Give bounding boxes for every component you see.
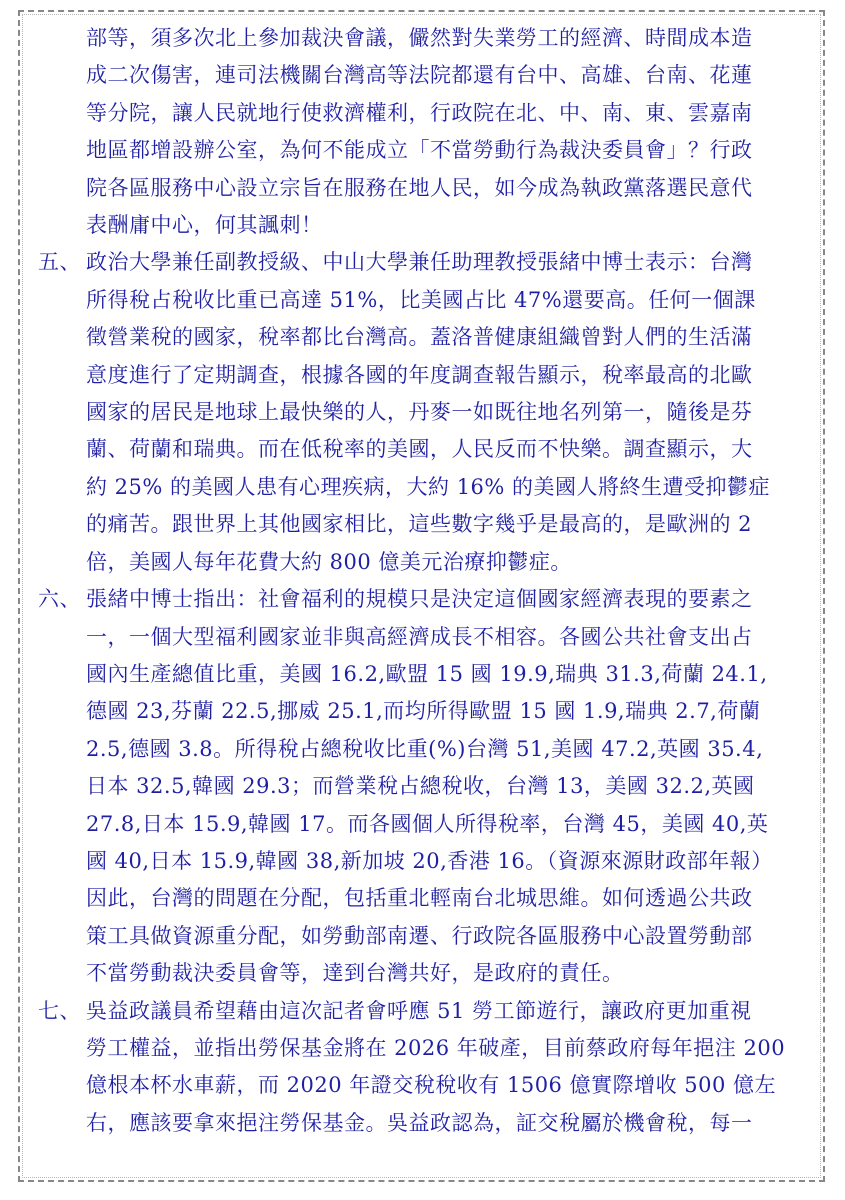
list-marker: 六、	[38, 587, 81, 612]
text-line: 德國 23,芬蘭 22.5,挪威 25.1,而均所得歐盟 15 國 1.9,瑞典 2.7,荷蘭	[86, 699, 761, 724]
list-item-text	[86, 244, 824, 581]
text-line: 勞工權益，並指出勞保基金將在 2026 年破產，目前蔡政府每年挹注 200	[86, 1035, 786, 1060]
text-line: 政治大學兼任副教授級、中山大學兼任助理教授張緒中博士表示：台灣	[86, 250, 753, 275]
text-line: 院各區服務中心設立宗旨在服務在地人民，如今成為執政黨落選民意代	[86, 175, 753, 200]
text-line: 倍，美國人每年花費大約 800 億美元治療抑鬱症。	[86, 549, 572, 574]
list-marker: 五、	[38, 250, 81, 275]
list-item-six	[38, 581, 824, 992]
document-body	[38, 20, 824, 1142]
text-line: 成二次傷害，連司法機關台灣高等法院都還有台中、高雄、台南、花蓮	[86, 63, 753, 88]
text-line: 策工具做資源重分配，如勞動部南遷、行政院各區服務中心設置勞動部	[86, 923, 753, 948]
text-line: 右，應該要拿來挹注勞保基金。吳益政認為，証交稅屬於機會稅，每一	[86, 1110, 753, 1135]
text-line: 因此，台灣的問題在分配，包括重北輕南台北城思維。如何透過公共政	[86, 886, 753, 911]
text-line: 27.8,日本 15.9,韓國 17。而各國個人所得稅率，台灣 45，美國 40,英	[86, 811, 769, 836]
text-line: 地區都增設辦公室，為何不能成立「不當勞動行為裁決委員會」？行政	[86, 138, 753, 163]
text-line: 一，一個大型福利國家並非與高經濟成長不相容。各國公共社會支出占	[86, 624, 753, 649]
continuation-paragraph	[38, 20, 824, 244]
text-line: 不當勞動裁決委員會等，達到台灣共好，是政府的責任。	[86, 961, 624, 986]
text-line: 徵營業稅的國家，稅率都比台灣高。蓋洛普健康組織曾對人們的生活滿	[86, 325, 753, 350]
text-line: 蘭、荷蘭和瑞典。而在低稅率的美國，人民反而不快樂。調查顯示，大	[86, 437, 753, 462]
list-item-text	[86, 581, 824, 992]
list-item-seven	[38, 993, 824, 1143]
text-line: 表酬庸中心，何其諷刺！	[86, 213, 323, 238]
text-line: 約 25% 的美國人患有心理疾病，大約 16% 的美國人將終生遭受抑鬱症	[86, 474, 771, 499]
list-marker: 七、	[38, 998, 81, 1023]
text-line: 的痛苦。跟世界上其他國家相比，這些數字幾乎是最高的，是歐洲的 2	[86, 512, 753, 537]
text-line: 部等，須多次北上參加裁決會議，儼然對失業勞工的經濟、時間成本造	[86, 26, 753, 50]
text-line: 億根本杯水車薪，而 2020 年證交稅稅收有 1506 億實際增收 500 億左	[86, 1073, 777, 1098]
list-item-text	[86, 993, 824, 1143]
text-line: 2.5,德國 3.8。所得稅占總稅收比重(%)台灣 51,美國 47.2,英國 35.4,	[86, 736, 764, 761]
text-line: 張緒中博士指出：社會福利的規模只是決定這個國家經濟表現的要素之	[86, 587, 753, 612]
text-line: 吳益政議員希望藉由這次記者會呼應 51 勞工節遊行，讓政府更加重視	[86, 998, 752, 1023]
text-line: 日本 32.5,韓國 29.3；而營業稅占總稅收，台灣 13，美國 32.2,英國	[86, 774, 755, 799]
text-line: 所得稅占稅收比重已高達 51%，比美國占比 47%還要高。任何一個課	[86, 287, 756, 312]
text-line: 國內生產總值比重，美國 16.2,歐盟 15 國 19.9,瑞典 31.3,荷蘭 24.1,	[86, 661, 768, 686]
list-item-five	[38, 244, 824, 581]
text-line: 意度進行了定期調查，根據各國的年度調查報告顯示，稅率最高的北歐	[86, 362, 753, 387]
text-line: 國 40,日本 15.9,韓國 38,新加坡 20,香港 16。（資源來源財政部年報）	[86, 848, 773, 873]
text-line: 國家的居民是地球上最快樂的人，丹麥一如既往地名列第一，隨後是芬	[86, 400, 753, 425]
text-line: 等分院，讓人民就地行使救濟權利，行政院在北、中、南、東、雲嘉南	[86, 100, 753, 125]
